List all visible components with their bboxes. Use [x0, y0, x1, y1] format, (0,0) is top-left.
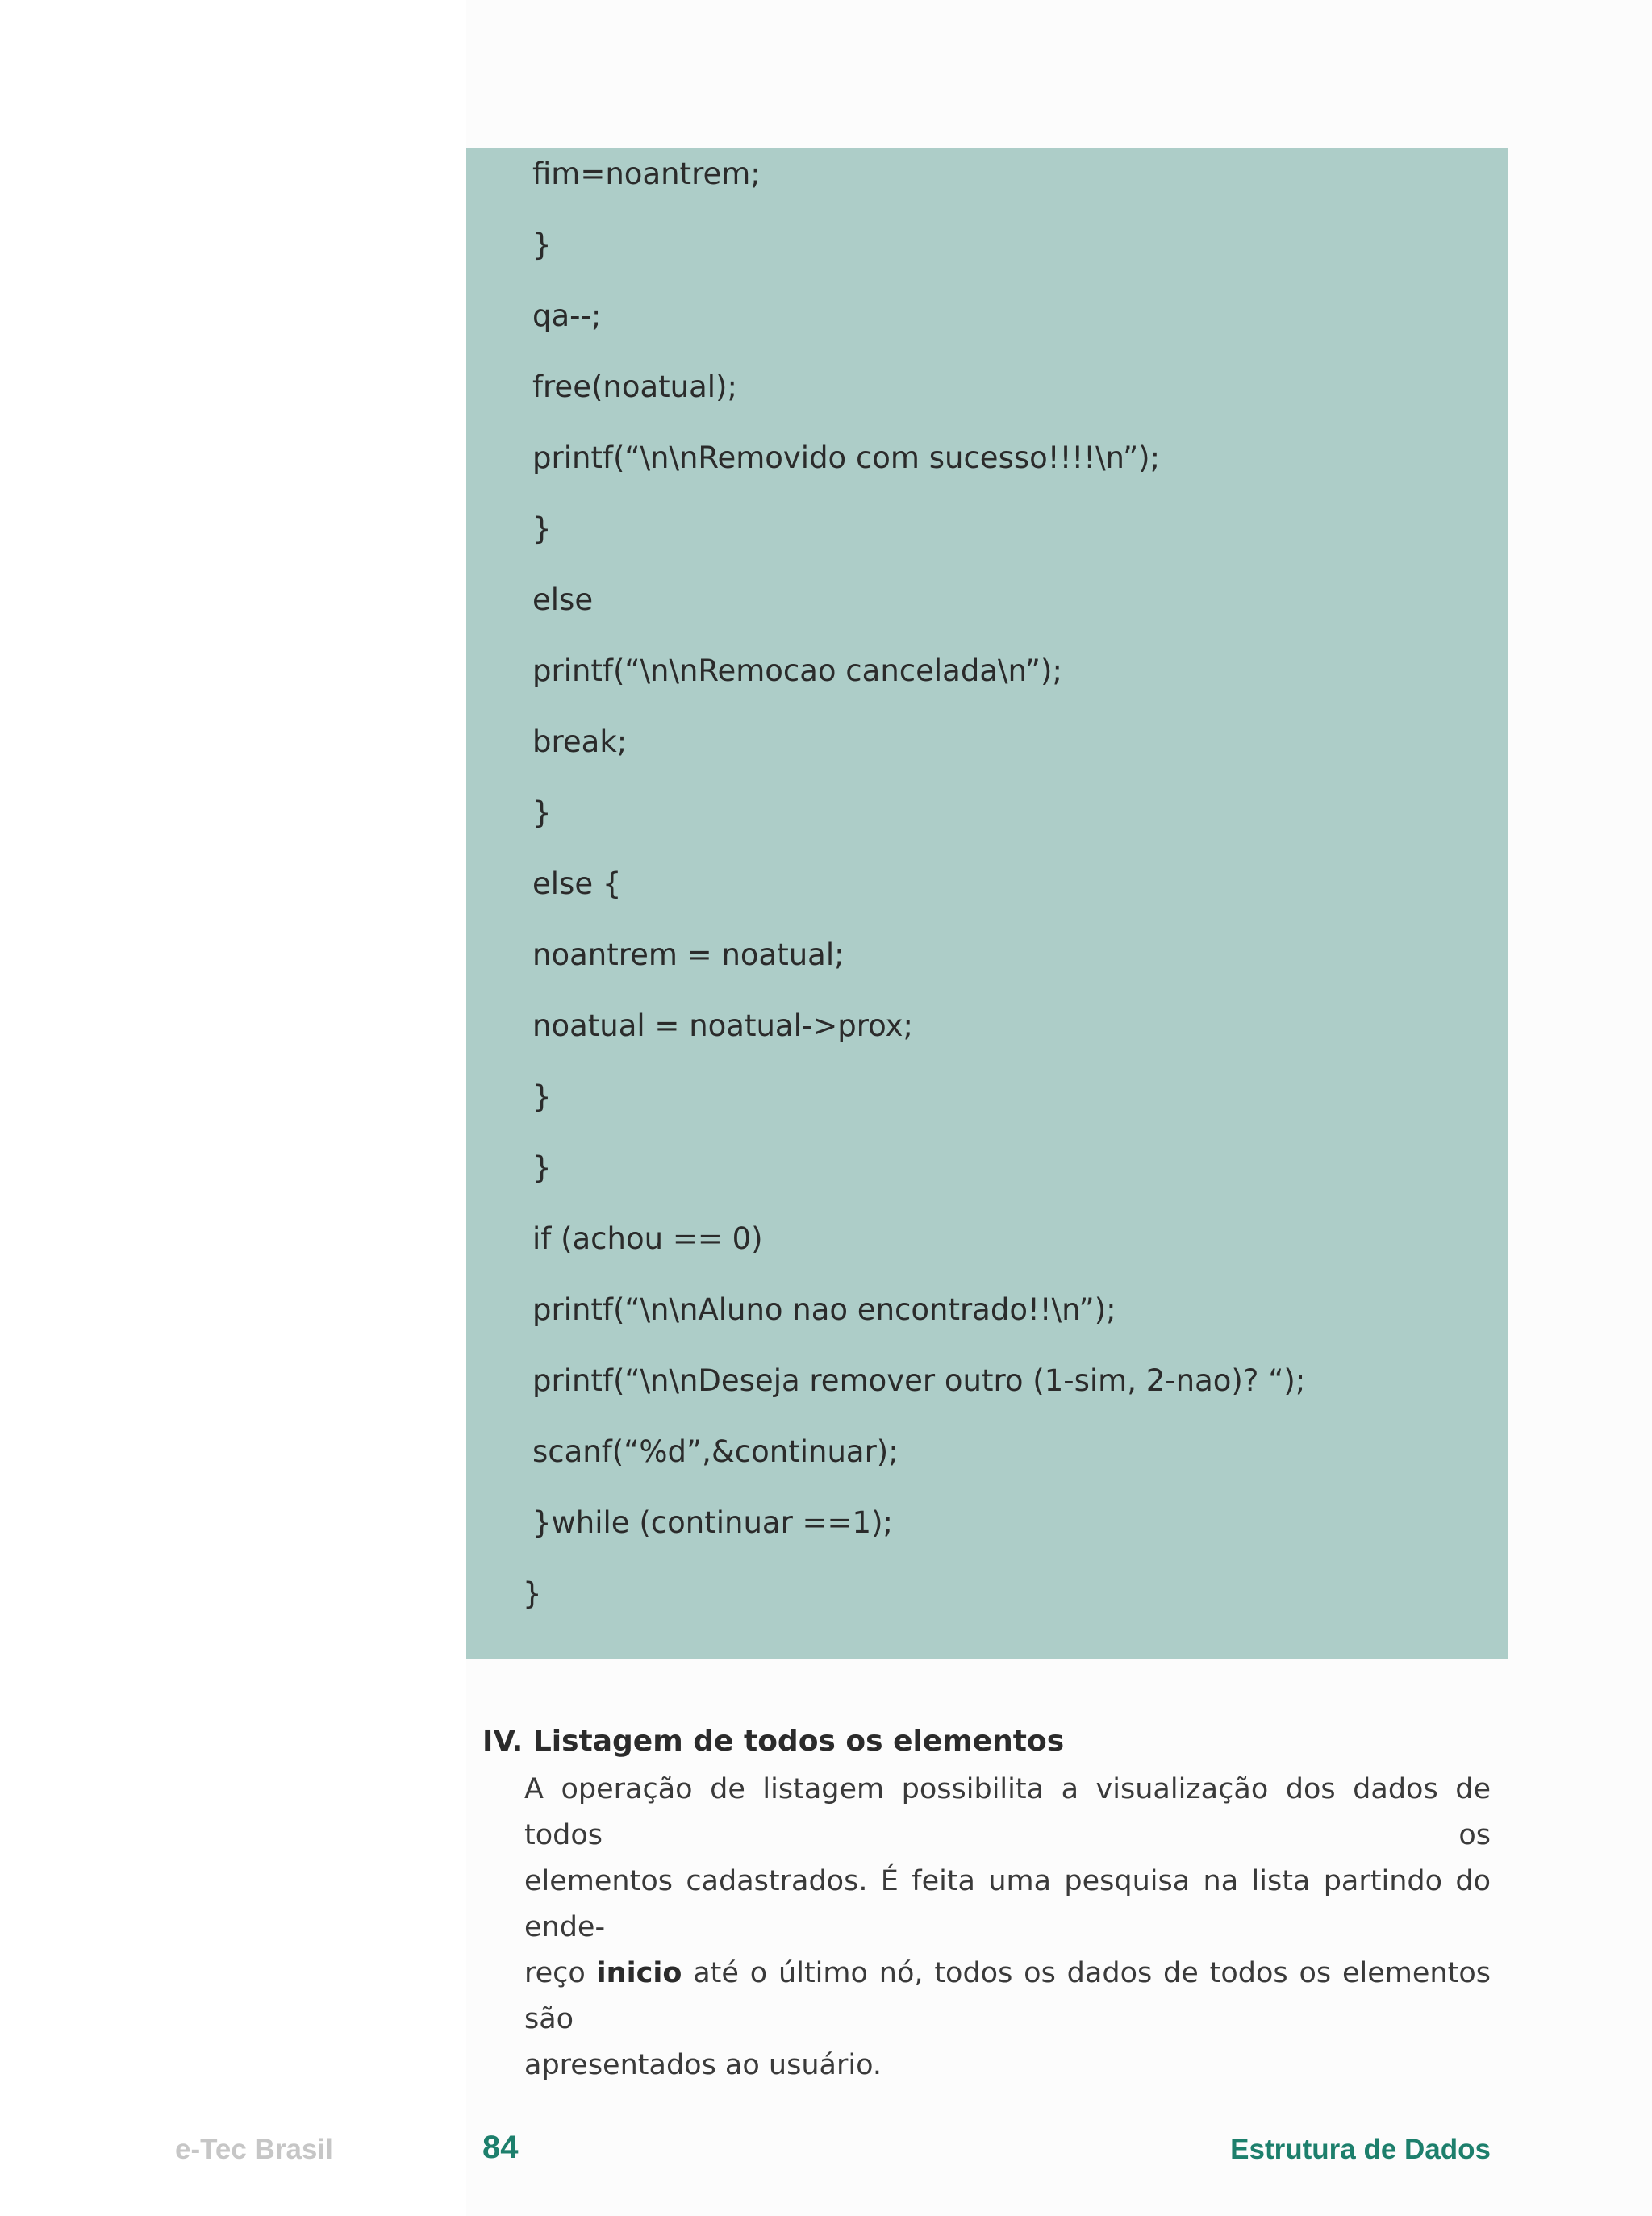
code-line: } [523, 1576, 542, 1611]
code-line: } [532, 1079, 552, 1114]
paragraph-line: apresentados ao usuário. [524, 2049, 882, 2081]
code-line: if (achou == 0) [532, 1221, 763, 1256]
left-margin [0, 0, 466, 2216]
code-line: } [532, 795, 552, 830]
paragraph-line: A operação de listagem possibilita a visualização dos dados de todos os [524, 1773, 1491, 1851]
code-line: noantrem = noatual; [532, 937, 845, 972]
code-line: else [532, 582, 594, 617]
code-line: free(noatual); [532, 369, 737, 404]
code-line: printf(“\n\nRemocao cancelada\n”); [532, 653, 1062, 688]
code-line: else { [532, 866, 622, 901]
code-line: printf(“\n\nDeseja remover outro (1-sim, 2-nao)? “); [532, 1363, 1306, 1398]
paragraph-line: elementos cadastrados. É feita uma pesquisa na lista partindo do ende- [524, 1865, 1491, 1943]
paragraph-line [524, 1951, 1491, 2043]
code-line: printf(“\n\nAluno nao encontrado!!\n”); [532, 1292, 1116, 1327]
paragraph-text: até o último nó, todos os dados de todos os elementos são [524, 1957, 1491, 2035]
code-line: scanf(“%d”,&continuar); [532, 1434, 899, 1469]
code-line: break; [532, 724, 628, 759]
code-line: qa--; [532, 298, 602, 333]
code-line: } [532, 511, 552, 546]
footer-brand: e-Tec Brasil [175, 2134, 333, 2165]
code-line: fim=noantrem; [532, 156, 761, 191]
code-line: } [532, 227, 552, 262]
section-paragraph [524, 1767, 1491, 2089]
page-number: 84 [482, 2130, 519, 2165]
footer-book-title: Estrutura de Dados [1230, 2134, 1491, 2165]
paragraph-text: reço [524, 1957, 586, 1989]
code-term-inicio: inicio [596, 1957, 682, 1989]
code-line: }while (continuar ==1); [532, 1505, 893, 1540]
code-line: printf(“\n\nRemovido com sucesso!!!!\n”); [532, 440, 1161, 475]
code-line: } [532, 1150, 552, 1185]
section-heading: IV. Listagem de todos os elementos [482, 1725, 1065, 1758]
code-line: noatual = noatual->prox; [532, 1008, 913, 1043]
